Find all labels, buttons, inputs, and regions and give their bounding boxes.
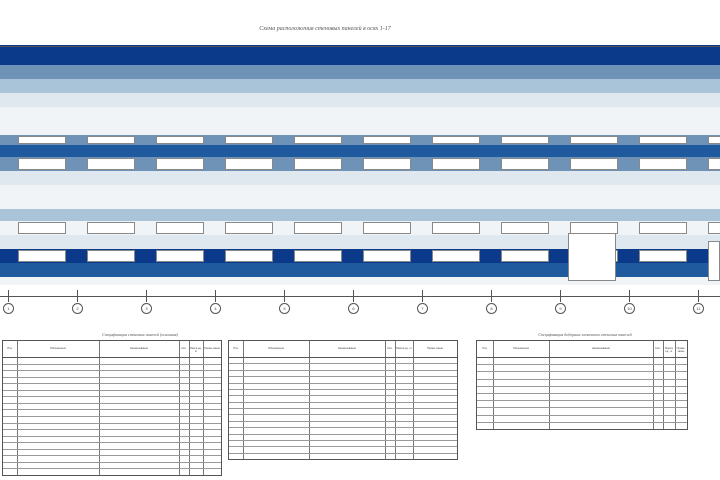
table-row-line xyxy=(3,416,221,417)
window-panel xyxy=(18,136,66,144)
table-row-line xyxy=(3,449,221,450)
dimension-line-top xyxy=(0,46,720,47)
window-panel xyxy=(87,158,135,170)
window-panel xyxy=(501,250,549,262)
window-panel xyxy=(432,222,480,234)
axis-tick xyxy=(353,290,354,302)
panel-band xyxy=(0,145,720,157)
window-panel xyxy=(225,136,273,144)
window-panel xyxy=(639,250,687,262)
window-panel xyxy=(225,158,273,170)
spec-table-right xyxy=(476,340,688,430)
table-header-line xyxy=(3,357,221,358)
table-row-line xyxy=(229,446,457,447)
table-header-cell: Приме-чание xyxy=(676,347,686,353)
window-panel xyxy=(156,158,204,170)
window-panel xyxy=(87,250,135,262)
table-header-cell: Наименование xyxy=(592,347,610,350)
table-header-cell: Масса ед., кг xyxy=(189,347,203,353)
table-header-cell: Масса ед., кг xyxy=(396,347,412,350)
table-row-line xyxy=(229,408,457,409)
table-row-line xyxy=(477,364,687,365)
axis-tick xyxy=(491,290,492,302)
window-panel xyxy=(156,136,204,144)
axis-tick xyxy=(422,290,423,302)
window-panel xyxy=(294,222,342,234)
table-header-cell: Приме-чание xyxy=(427,347,443,350)
panel-band xyxy=(0,79,720,93)
table-header-cell: Поз. xyxy=(482,347,488,350)
window-panel xyxy=(363,222,411,234)
window-panel xyxy=(294,250,342,262)
axis-marker: 3 xyxy=(141,303,152,314)
table-row-line xyxy=(229,389,457,390)
table-column-line xyxy=(395,341,396,459)
table-row-line xyxy=(3,403,221,404)
specification-area xyxy=(0,326,720,480)
axis-marker: 5 xyxy=(279,303,290,314)
table-row-line xyxy=(3,409,221,410)
axis-tick xyxy=(146,290,147,302)
table-header-cell: Кол. xyxy=(655,347,661,350)
table-row-line xyxy=(477,386,687,387)
panel-band xyxy=(0,185,720,199)
table-row-line xyxy=(3,377,221,378)
window-panel xyxy=(87,136,135,144)
table-header-line xyxy=(477,357,687,358)
table-row-line xyxy=(3,455,221,456)
axis-marker: 9 xyxy=(555,303,566,314)
window-panel xyxy=(363,136,411,144)
table-row-line xyxy=(229,363,457,364)
window-panel xyxy=(639,158,687,170)
window-panel xyxy=(570,158,618,170)
table-column-line xyxy=(243,341,244,459)
table-row-line xyxy=(229,376,457,377)
axis-tick xyxy=(284,290,285,302)
window-panel xyxy=(432,250,480,262)
window-panel xyxy=(225,222,273,234)
table-header-cell: Обозначение xyxy=(267,347,285,350)
gate-opening xyxy=(708,241,720,281)
window-panel xyxy=(294,136,342,144)
drawing-title: Схема расположения стеновых панелей в осях 1-17 xyxy=(259,26,391,32)
table-row-line xyxy=(3,429,221,430)
dimension-line-bottom xyxy=(0,296,720,297)
table-row-line xyxy=(3,423,221,424)
window-panel xyxy=(501,222,549,234)
right-spec-caption: Спецификация доборных элементов стеновых панелей xyxy=(538,332,632,337)
table-row-line xyxy=(229,395,457,396)
table-row-line xyxy=(3,396,221,397)
window-panel xyxy=(363,250,411,262)
table-column-line xyxy=(413,341,414,459)
panel-band xyxy=(0,171,720,185)
table-header-cell: Наименование xyxy=(130,347,148,350)
table-row-line xyxy=(3,383,221,384)
table-row-line xyxy=(3,436,221,437)
table-row-line xyxy=(229,421,457,422)
table-header-line xyxy=(229,357,457,358)
gate-opening xyxy=(568,233,616,281)
table-row-line xyxy=(229,427,457,428)
table-header-cell: Обозначение xyxy=(512,347,530,350)
table-column-line xyxy=(385,341,386,459)
axis-tick xyxy=(215,290,216,302)
table-row-line xyxy=(229,434,457,435)
table-row-line xyxy=(229,383,457,384)
spec-table-left-a xyxy=(2,340,222,476)
window-panel xyxy=(708,136,720,144)
window-panel xyxy=(225,250,273,262)
table-row-line xyxy=(477,415,687,416)
table-row-line xyxy=(229,370,457,371)
axis-tick xyxy=(698,290,699,302)
window-panel xyxy=(708,158,720,170)
axis-marker: 4 xyxy=(210,303,221,314)
window-panel xyxy=(570,136,618,144)
axis-marker: 7 xyxy=(417,303,428,314)
left-spec-caption: Спецификация стеновых панелей (основная) xyxy=(102,332,178,337)
table-header-cell: Приме-чание xyxy=(204,347,220,350)
axis-marker: 8 xyxy=(486,303,497,314)
table-row-line xyxy=(3,390,221,391)
window-panel xyxy=(87,222,135,234)
axis-marker: 2 xyxy=(72,303,83,314)
panel-band xyxy=(0,45,720,65)
axis-tick xyxy=(560,290,561,302)
panel-band xyxy=(0,93,720,107)
panel-band xyxy=(0,107,720,121)
table-row-line xyxy=(477,400,687,401)
panel-band xyxy=(0,209,720,221)
window-panel xyxy=(363,158,411,170)
table-row-line xyxy=(3,462,221,463)
window-panel xyxy=(708,222,720,234)
wall-elevation xyxy=(0,45,720,285)
window-panel xyxy=(156,250,204,262)
panel-band xyxy=(0,121,720,135)
table-row-line xyxy=(3,370,221,371)
window-panel xyxy=(18,158,66,170)
table-row-line xyxy=(3,468,221,469)
window-panel xyxy=(18,222,66,234)
table-header-cell: Кол. xyxy=(181,347,187,350)
window-panel xyxy=(639,222,687,234)
table-row-line xyxy=(477,407,687,408)
table-row-line xyxy=(229,414,457,415)
axis-marker: 6 xyxy=(348,303,359,314)
table-header-cell: Поз. xyxy=(7,347,13,350)
axis-marker: 1 xyxy=(3,303,14,314)
axis-tick xyxy=(77,290,78,302)
window-panel xyxy=(639,136,687,144)
table-row-line xyxy=(229,453,457,454)
spec-table-left-b xyxy=(228,340,458,460)
table-row-line xyxy=(229,440,457,441)
axis-tick xyxy=(629,290,630,302)
window-panel xyxy=(432,158,480,170)
table-header-cell: Кол. xyxy=(387,347,393,350)
panel-band xyxy=(0,65,720,79)
table-header-cell: Обозначение xyxy=(49,347,67,350)
panel-band xyxy=(0,199,720,209)
table-row-line xyxy=(3,442,221,443)
table-header-cell: Поз. xyxy=(233,347,239,350)
table-row-line xyxy=(477,371,687,372)
window-panel xyxy=(294,158,342,170)
axis-marker: 11 xyxy=(693,303,704,314)
table-row-line xyxy=(477,422,687,423)
window-panel xyxy=(156,222,204,234)
window-panel xyxy=(432,136,480,144)
window-panel xyxy=(501,136,549,144)
table-row-line xyxy=(477,379,687,380)
axis-tick xyxy=(8,290,9,302)
table-column-line xyxy=(309,341,310,459)
window-panel xyxy=(18,250,66,262)
table-row-line xyxy=(229,402,457,403)
table-row-line xyxy=(3,364,221,365)
axis-marker: 10 xyxy=(624,303,635,314)
table-row-line xyxy=(477,393,687,394)
window-panel xyxy=(501,158,549,170)
table-header-cell: Масса ед., кг xyxy=(665,347,673,353)
table-header-cell: Наименование xyxy=(338,347,356,350)
